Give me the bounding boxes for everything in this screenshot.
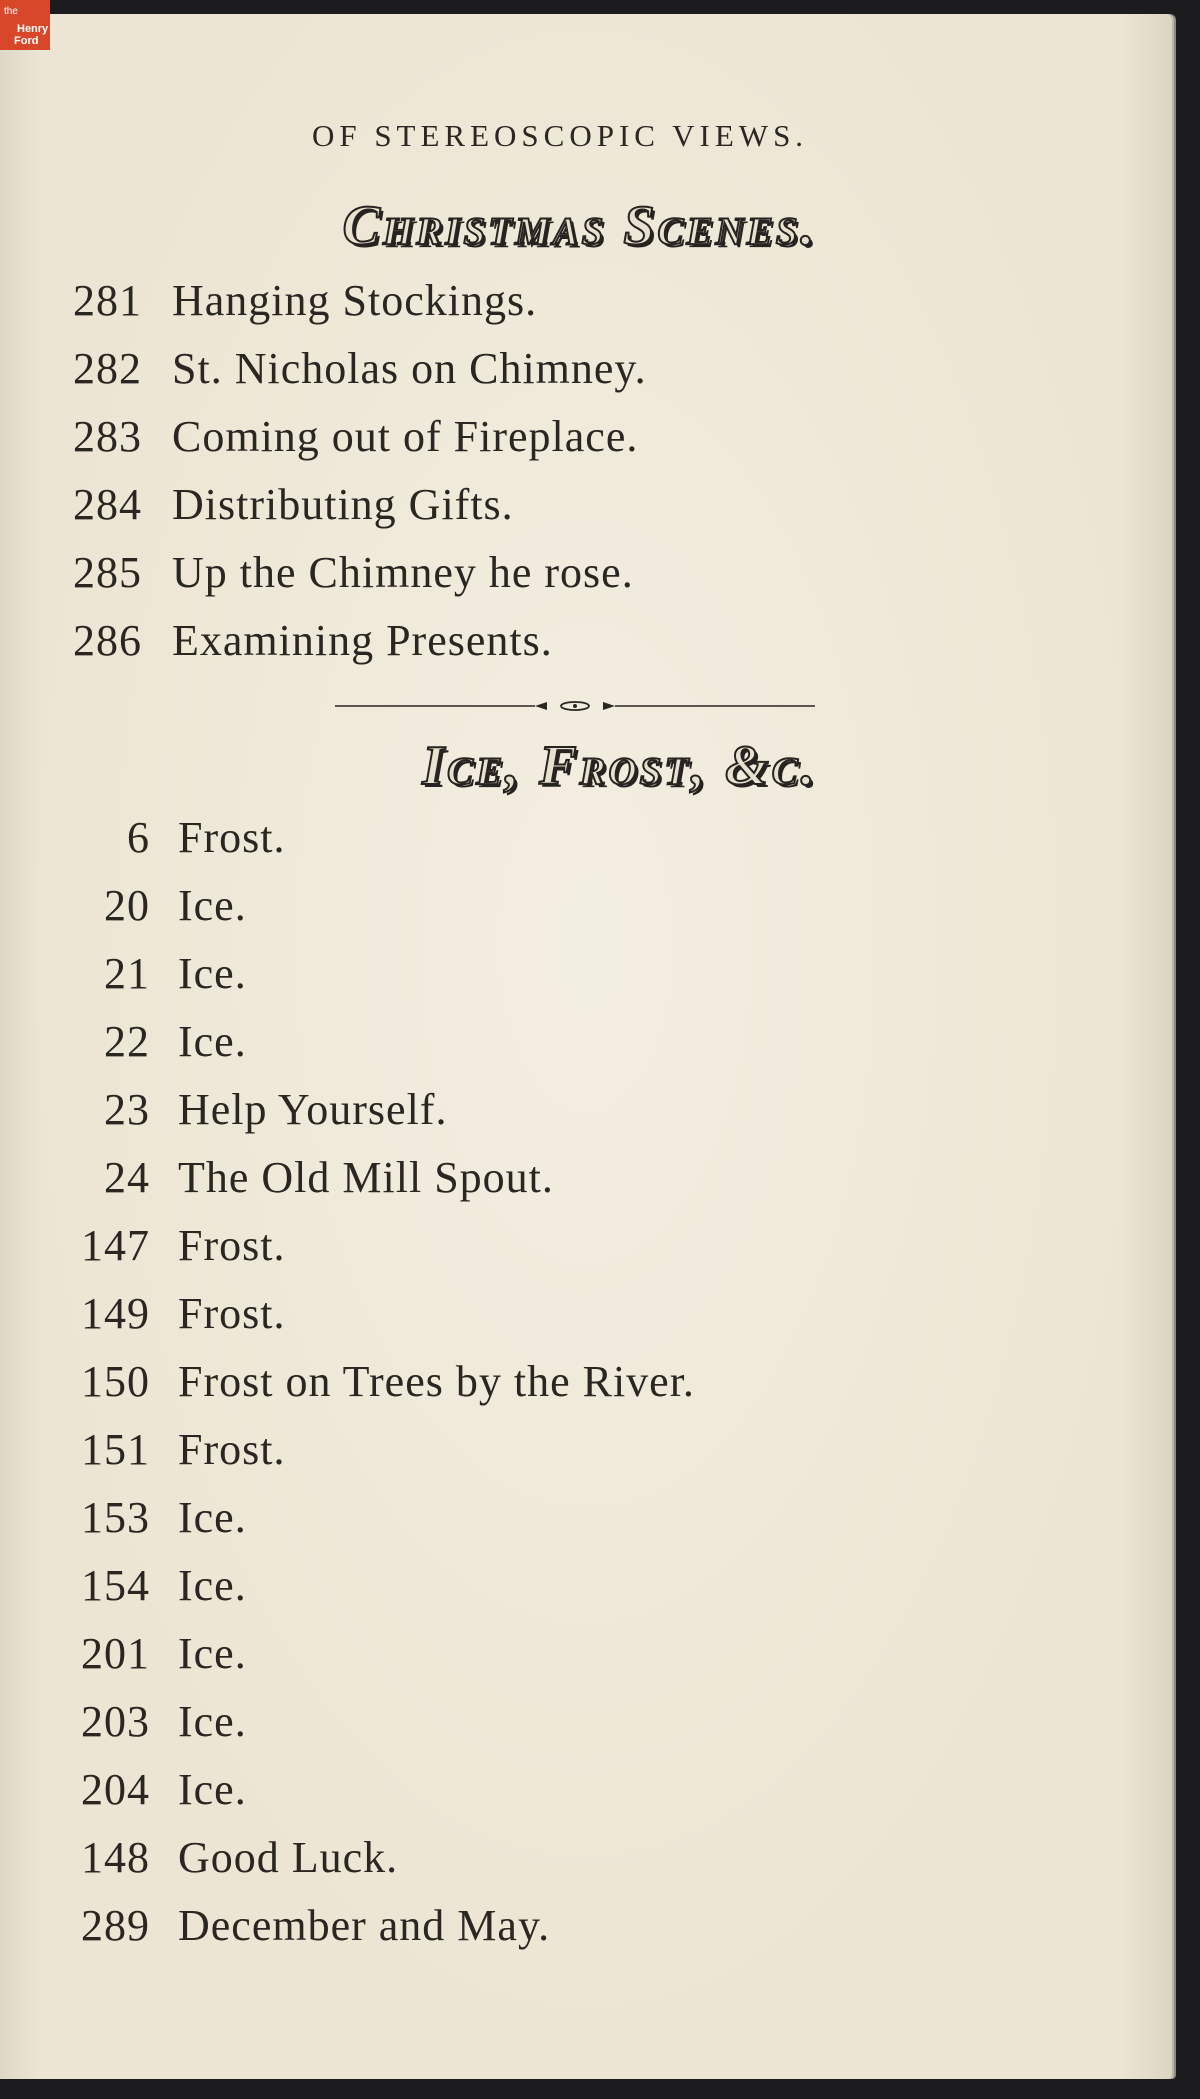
- list-item: [0, 1756, 1100, 1824]
- list-item: [0, 1348, 1100, 1416]
- item-number: 22: [104, 1017, 150, 1066]
- list-item: [0, 1484, 1100, 1552]
- item-title: Frost.: [178, 1221, 286, 1270]
- item-number: 203: [81, 1697, 150, 1746]
- section-title-ice-frost: Ice, Frost, &c.: [422, 735, 818, 797]
- list-item: [0, 471, 1100, 539]
- item-title: Ice.: [178, 881, 247, 930]
- ornamental-divider: [335, 700, 815, 712]
- item-title: The Old Mill Spout.: [178, 1153, 554, 1202]
- item-title: Good Luck.: [178, 1833, 399, 1882]
- henry-ford-logo: [0, 0, 50, 50]
- list-item: [0, 1144, 1100, 1212]
- item-title: December and May.: [178, 1901, 551, 1950]
- logo-text-ford: Ford: [14, 35, 39, 47]
- item-title: Frost.: [178, 1289, 286, 1338]
- item-number: 281: [73, 276, 142, 325]
- list-item: [0, 872, 1100, 940]
- item-title: Ice.: [178, 1697, 247, 1746]
- item-number: 283: [73, 412, 142, 461]
- list-item: [0, 1076, 1100, 1144]
- list-item: [0, 804, 1100, 872]
- item-number: 282: [73, 344, 142, 393]
- list-item: [0, 1620, 1100, 1688]
- list-item: [0, 403, 1100, 471]
- item-number: 289: [81, 1901, 150, 1950]
- logo-text-the: the: [4, 6, 18, 17]
- item-number: 150: [81, 1357, 150, 1406]
- page-header: OF STEREOSCOPIC VIEWS.: [311, 118, 809, 153]
- list-item: [0, 1824, 1100, 1892]
- list-item: [0, 539, 1100, 607]
- section-title-christmas-scenes: Christmas Scenes.: [342, 195, 818, 257]
- list-item: [0, 1688, 1100, 1756]
- item-number: 21: [104, 949, 150, 998]
- item-title: Help Yourself.: [178, 1085, 448, 1134]
- item-number: 147: [81, 1221, 150, 1270]
- item-title: Ice.: [178, 1017, 247, 1066]
- item-title: Ice.: [178, 1765, 247, 1814]
- item-number: 285: [73, 548, 142, 597]
- item-title: Ice.: [178, 1493, 247, 1542]
- christmas-scenes-list: [0, 267, 1100, 675]
- list-item: [0, 1008, 1100, 1076]
- item-number: 149: [81, 1289, 150, 1338]
- list-item: [0, 940, 1100, 1008]
- item-number: 284: [73, 480, 142, 529]
- item-title: Frost.: [178, 1425, 286, 1474]
- item-title: Frost on Trees by the River.: [178, 1357, 695, 1406]
- item-title: Distributing Gifts.: [172, 480, 514, 529]
- item-title: Ice.: [178, 949, 247, 998]
- item-number: 151: [81, 1425, 150, 1474]
- item-title: Hanging Stockings.: [172, 276, 538, 325]
- logo-text-henry: Henry: [17, 23, 49, 35]
- ice-frost-list: [0, 804, 1100, 1960]
- list-item: [0, 1892, 1100, 1960]
- list-item: [0, 1280, 1100, 1348]
- list-item: [0, 267, 1100, 335]
- item-title: Examining Presents.: [172, 616, 553, 665]
- item-title: Up the Chimney he rose.: [172, 548, 634, 597]
- item-title: Ice.: [178, 1629, 247, 1678]
- item-number: 148: [81, 1833, 150, 1882]
- item-title: Coming out of Fireplace.: [172, 412, 639, 461]
- list-item: [0, 1212, 1100, 1280]
- list-item: [0, 607, 1100, 675]
- item-number: 6: [127, 813, 150, 862]
- item-number: 20: [104, 881, 150, 930]
- list-item: [0, 335, 1100, 403]
- item-title: Ice.: [178, 1561, 247, 1610]
- item-title: Frost.: [178, 813, 286, 862]
- item-title: St. Nicholas on Chimney.: [172, 344, 647, 393]
- item-number: 24: [104, 1153, 150, 1202]
- item-number: 23: [104, 1085, 150, 1134]
- catalog-page: [0, 14, 1172, 2079]
- item-number: 204: [81, 1765, 150, 1814]
- item-number: 153: [81, 1493, 150, 1542]
- item-number: 201: [81, 1629, 150, 1678]
- item-number: 286: [73, 616, 142, 665]
- list-item: [0, 1552, 1100, 1620]
- list-item: [0, 1416, 1100, 1484]
- item-number: 154: [81, 1561, 150, 1610]
